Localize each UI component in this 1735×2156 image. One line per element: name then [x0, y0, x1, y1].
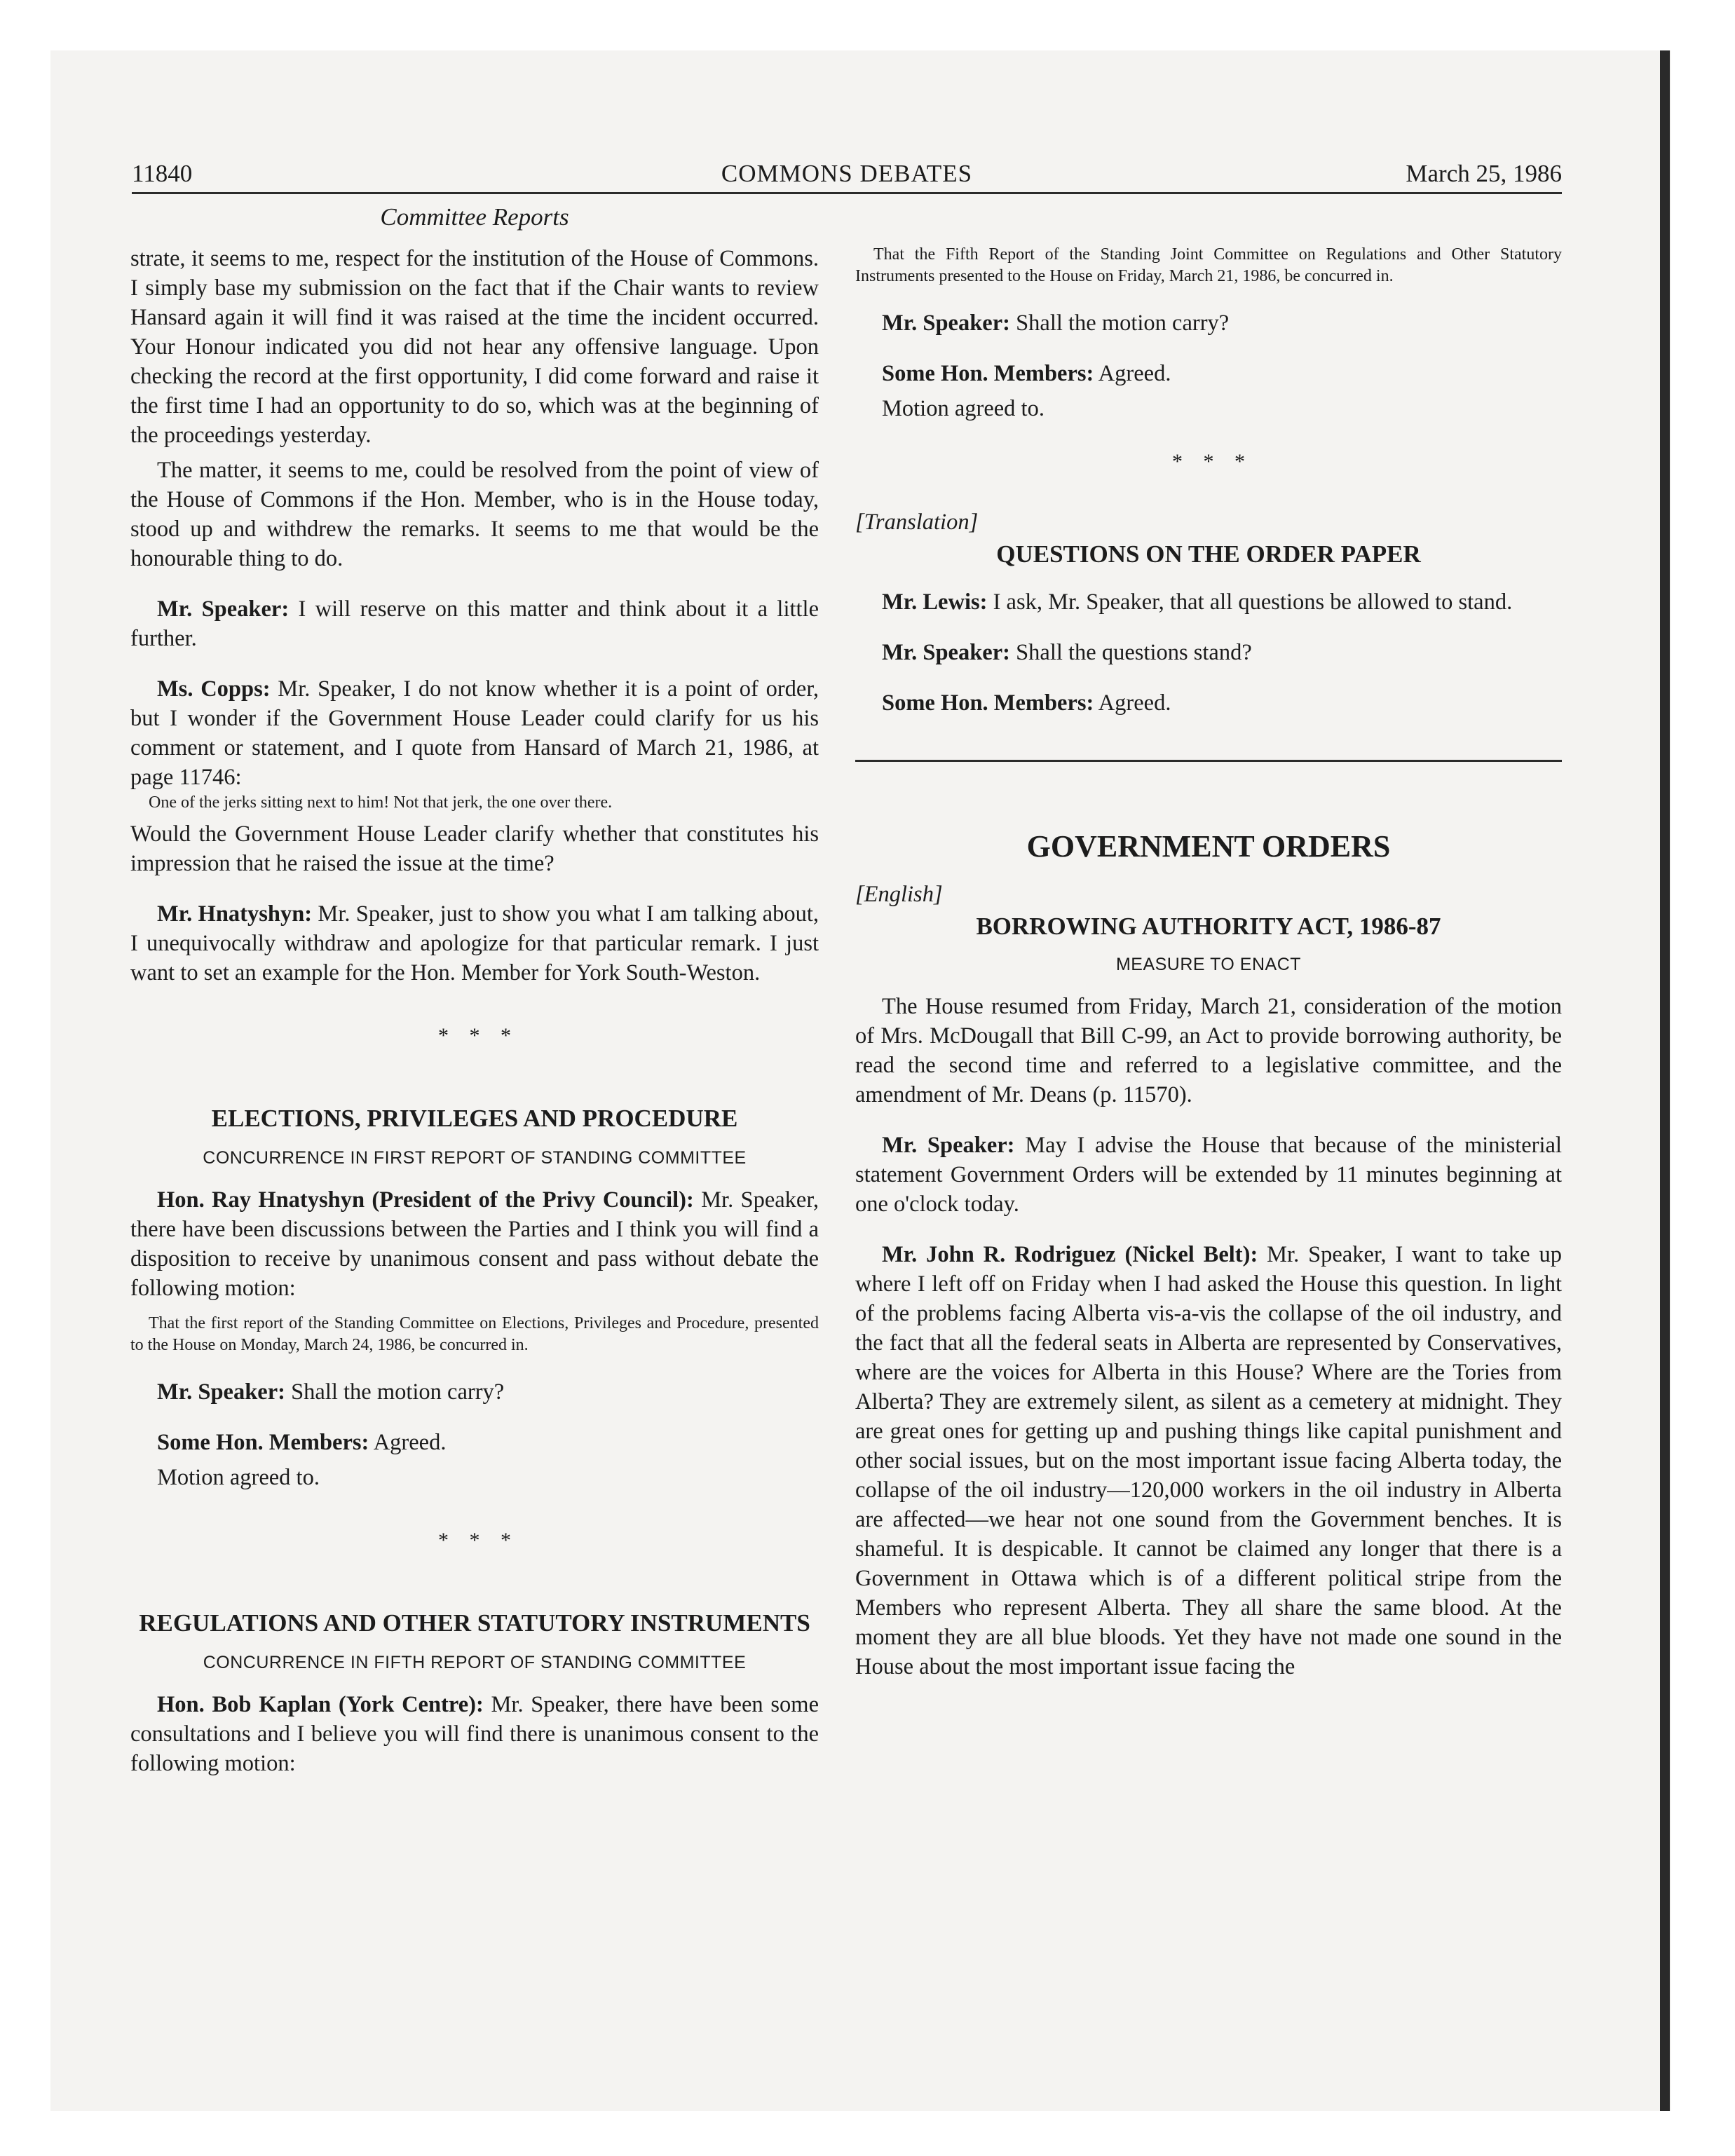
- speaker-name: Some Hon. Members:: [157, 1430, 369, 1455]
- speech-text: I ask, Mr. Speaker, that all questions be allowed to stand.: [987, 589, 1513, 615]
- speech-text: May I advise the House that because of the ministerial statement Government Orders will be extended by 11 minutes beginning at one o'clock today.: [855, 1133, 1562, 1217]
- paragraph: [855, 308, 1562, 338]
- section-subheading: CONCURRENCE IN FIRST REPORT OF STANDING COMMITTEE: [203, 1148, 747, 1168]
- paragraph: [855, 587, 1562, 617]
- speech-text: Mr. Speaker, just to show you what I am talking about, I unequivocally withdraw and apologize for that particular remark. I just want to set an example for the Hon. Member for York South-Weston.: [130, 901, 819, 985]
- speaker-name: Some Hon. Members:: [882, 361, 1094, 386]
- speech-text: Agreed.: [369, 1430, 447, 1455]
- publication-title: COMMONS DEBATES: [721, 160, 973, 187]
- language-marker: [English]: [855, 882, 943, 907]
- page-number: 11840: [132, 160, 193, 187]
- speech-text: I will reserve on this matter and think about it a little further.: [130, 596, 819, 651]
- paragraph: The matter, it seems to me, could be resolved from the point of view of the House of Commons if the Hon. Member, who is in the House today, stood up and withdrew the remarks. It seems to me that would be the honourable thing to do.: [130, 458, 819, 571]
- paragraph: [130, 899, 819, 988]
- speech-text: Agreed.: [1094, 361, 1171, 386]
- paragraph: [855, 359, 1562, 388]
- speech-text: Shall the questions stand?: [1009, 640, 1252, 665]
- section-heading: ELECTIONS, PRIVILEGES AND PROCEDURE: [211, 1105, 738, 1132]
- section-label: Committee Reports: [380, 203, 569, 231]
- block-quote: That the Fifth Report of the Standing Joint Committee on Regulations and Other Statutory Instruments presented to the House on Friday, March 21, 1986, be concurred in.: [855, 245, 1562, 285]
- paragraph: [130, 674, 819, 792]
- speech-text: Mr. Speaker, there have been some consultations and I believe you will find there is unanimous consent to the following motion:: [130, 1692, 819, 1776]
- paragraph: Motion agreed to.: [882, 396, 1045, 421]
- speech-text: Mr. Speaker, I want to take up where I left off on Friday when I had asked the House this question. In light of the problems facing Alberta vis-a-vis the collapse of the oil industry, and the fact that all the federal seats in Alberta are represented by Conservatives, where are the voices for Alberta in this House? Where are the Tories from Alberta? They are extremely silent, as silent as a cemetery at midnight. They are great ones for getting up and pushing things like capital punishment and other social issues, but on the most important issue facing Alberta today, the collapse of the oil industry—120,000 workers in the oil industry in Alberta are affected—we hear not one sound from the Government benches. It is shameful. It is despicable. It cannot be claimed any longer that there is a Government in Ottawa which is of a different political stripe from the Members who represent Alberta. They all share the same blood. At the moment they are all blue bloods. Yet they have not made one sound in the House about the most important issue facing the: [855, 1242, 1562, 1679]
- section-subheading: MEASURE TO ENACT: [1115, 955, 1302, 974]
- section-separator: * * *: [438, 1529, 511, 1552]
- speaker-name: Mr. Speaker:: [157, 596, 290, 622]
- speaker-name: Mr. Speaker:: [882, 1133, 1015, 1158]
- section-heading: QUESTIONS ON THE ORDER PAPER: [996, 540, 1421, 568]
- paragraph: strate, it seems to me, respect for the institution of the House of Commons. I simply base my submission on the fact that if the Chair wants to review Hansard again it will find it was raised at the time the incident occurred. Your Honour indicated you did not hear any offensive language. Upon checking the record at the first opportunity, I did come forward and raise it the first time I had an opportunity to do so, which was at the beginning of the proceedings yesterday.: [130, 246, 819, 448]
- speaker-name: Mr. John R. Rodriguez (Nickel Belt):: [882, 1242, 1258, 1267]
- paragraph: [130, 1428, 819, 1457]
- section-subheading: CONCURRENCE IN FIFTH REPORT OF STANDING COMMITTEE: [203, 1653, 747, 1672]
- speaker-name: Ms. Copps:: [157, 676, 271, 702]
- language-marker: [Translation]: [855, 510, 979, 535]
- left-column: [130, 244, 819, 1778]
- speaker-name: Mr. Speaker:: [882, 640, 1010, 665]
- right-column: [855, 244, 1562, 1681]
- page-header: [132, 153, 1562, 194]
- paragraph: [130, 594, 819, 653]
- section-heading: GOVERNMENT ORDERS: [1026, 829, 1391, 864]
- paragraph: [855, 688, 1562, 718]
- binding-edge: [1660, 50, 1670, 2111]
- paragraph: Motion agreed to.: [157, 1465, 320, 1490]
- speaker-name: Mr. Speaker:: [157, 1379, 285, 1405]
- section-heading: BORROWING AUTHORITY ACT, 1986-87: [976, 913, 1441, 940]
- speech-text: Shall the motion carry?: [1009, 311, 1230, 336]
- speaker-name: Mr. Speaker:: [882, 311, 1010, 336]
- speech-text: Agreed.: [1094, 690, 1171, 716]
- section-divider: [855, 760, 1562, 762]
- section-heading: REGULATIONS AND OTHER STATUTORY INSTRUMENTS: [139, 1609, 810, 1637]
- speaker-name: Mr. Lewis:: [882, 589, 988, 615]
- speech-text: Mr. Speaker, there have been discussions between the Parties and I think you will find a disposition to receive by unanimous consent and pass without debate the following motion:: [130, 1187, 819, 1301]
- paragraph: [855, 1131, 1562, 1219]
- page-date: March 25, 1986: [1406, 160, 1562, 187]
- speaker-name: Some Hon. Members:: [882, 690, 1094, 716]
- paragraph: [130, 1377, 819, 1407]
- paragraph: Would the Government House Leader clarify whether that constitutes his impression that he raised the issue at the time?: [130, 821, 819, 876]
- paragraph: [855, 638, 1562, 667]
- paragraph: The House resumed from Friday, March 21, consideration of the motion of Mrs. McDougall that Bill C-99, an Act to provide borrowing authority, be read the second time and referred to a legislative committee, and the amendment of Mr. Deans (p. 11570).: [855, 994, 1562, 1107]
- paragraph: [130, 1690, 819, 1778]
- speaker-name: Mr. Hnatyshyn:: [157, 901, 313, 927]
- speech-text: Mr. Speaker, I do not know whether it is a point of order, but I wonder if the Government House Leader could clarify for us his comment or statement, and I quote from Hansard of March 21, 1986, at page 11746:: [130, 676, 819, 790]
- section-separator: * * *: [438, 1024, 511, 1047]
- speaker-name: Hon. Bob Kaplan (York Centre):: [157, 1692, 484, 1717]
- speaker-name: Hon. Ray Hnatyshyn (President of the Privy Council):: [157, 1187, 694, 1213]
- section-separator: * * *: [1172, 450, 1245, 473]
- paragraph: [130, 1185, 819, 1303]
- block-quote: That the first report of the Standing Committee on Elections, Privileges and Procedure, presented to the House on Monday, March 24, 1986, be concurred in.: [130, 1314, 819, 1354]
- paragraph: [855, 1240, 1562, 1681]
- speech-text: Shall the motion carry?: [285, 1379, 505, 1405]
- block-quote: One of the jerks sitting next to him! Not that jerk, the one over there.: [149, 793, 613, 812]
